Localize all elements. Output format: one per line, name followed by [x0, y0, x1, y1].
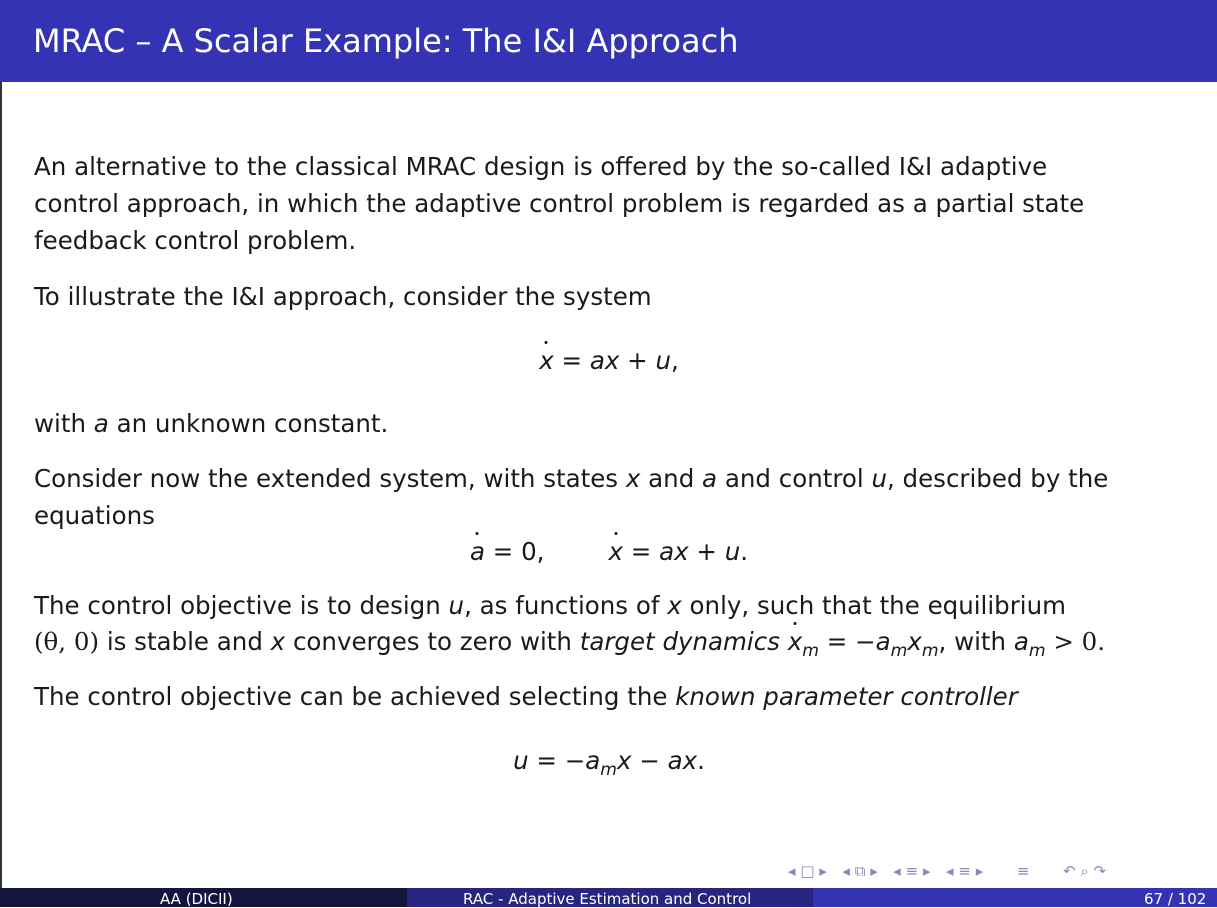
paragraph-extended-line-1: Consider now the extended system, with states x and a and control u, described by the — [34, 464, 1109, 493]
nav-search-icon[interactable]: ⌕ — [1080, 862, 1089, 880]
nav-back-icon[interactable]: ↶ — [1062, 862, 1076, 880]
paragraph-objective-line-2: (θ, 0) is stable and x converges to zero with target dynamics $x_m = -a_mx_m$, with $a_m > 0$. — [34, 623, 1105, 670]
footer-bar — [0, 888, 1217, 907]
equation-system: x = ax + u, — [34, 342, 1184, 379]
nav-prev-frame-icon[interactable]: ◂ — [788, 862, 796, 880]
slide-title: MRAC – A Scalar Example: The I&I Approach — [33, 22, 739, 60]
nav-prev-section-icon[interactable]: ◂ — [893, 862, 901, 880]
paragraph-controller: The control objective can be achieved selecting the known parameter controller — [34, 682, 1018, 711]
nav-forward-icon[interactable]: ↷ — [1093, 862, 1107, 880]
paragraph-intro-line-1: An alternative to the classical MRAC design is offered by the so-called I&I adaptive — [34, 152, 1048, 181]
nav-section-icon[interactable]: ≡ — [905, 862, 919, 880]
beamer-navigation — [788, 862, 1208, 884]
paragraph-illustrate: To illustrate the I&I approach, consider the system — [34, 282, 652, 311]
nav-next-section-icon[interactable]: ▸ — [922, 862, 931, 880]
left-border — [0, 82, 2, 888]
paragraph-unknown-constant: with a an unknown constant. — [34, 409, 389, 438]
paragraph-extended-line-2: equations — [34, 501, 155, 530]
equation-controller: $u = -a_mx$ − ax. — [513, 746, 705, 780]
nav-next-subsection-icon[interactable]: ▸ — [870, 862, 878, 880]
nav-prev-subsection-icon[interactable]: ◂ — [842, 862, 850, 880]
footer-author: AA (DICII) — [160, 890, 233, 908]
nav-document-icon[interactable]: ≡ — [1016, 862, 1030, 880]
nav-prev-section-icon[interactable]: ◂ — [946, 862, 954, 880]
nav-frame-icon[interactable]: □ — [800, 862, 815, 880]
paragraph-objective-line-1: The control objective is to design u, as functions of x only, such that the equilibrium — [34, 591, 1066, 620]
eq1-xdot: x — [539, 342, 554, 379]
nav-next-section-icon[interactable]: ▸ — [975, 862, 984, 880]
footer-page-number: 67 / 102 — [1144, 890, 1207, 908]
paragraph-intro-line-3: feedback control problem. — [34, 226, 357, 255]
footer-course: RAC - Adaptive Estimation and Control — [463, 890, 752, 908]
nav-subsection-icon[interactable]: ⧉ — [854, 862, 866, 880]
equation-extended-system: a = 0, x = ax + u. — [34, 533, 1184, 570]
paragraph-intro-line-2: control approach, in which the adaptive control problem is regarded as a partial state — [34, 189, 1085, 218]
nav-section-icon[interactable]: ≡ — [958, 862, 971, 880]
nav-next-frame-icon[interactable]: ▸ — [819, 862, 827, 880]
title-bar — [0, 0, 1217, 82]
